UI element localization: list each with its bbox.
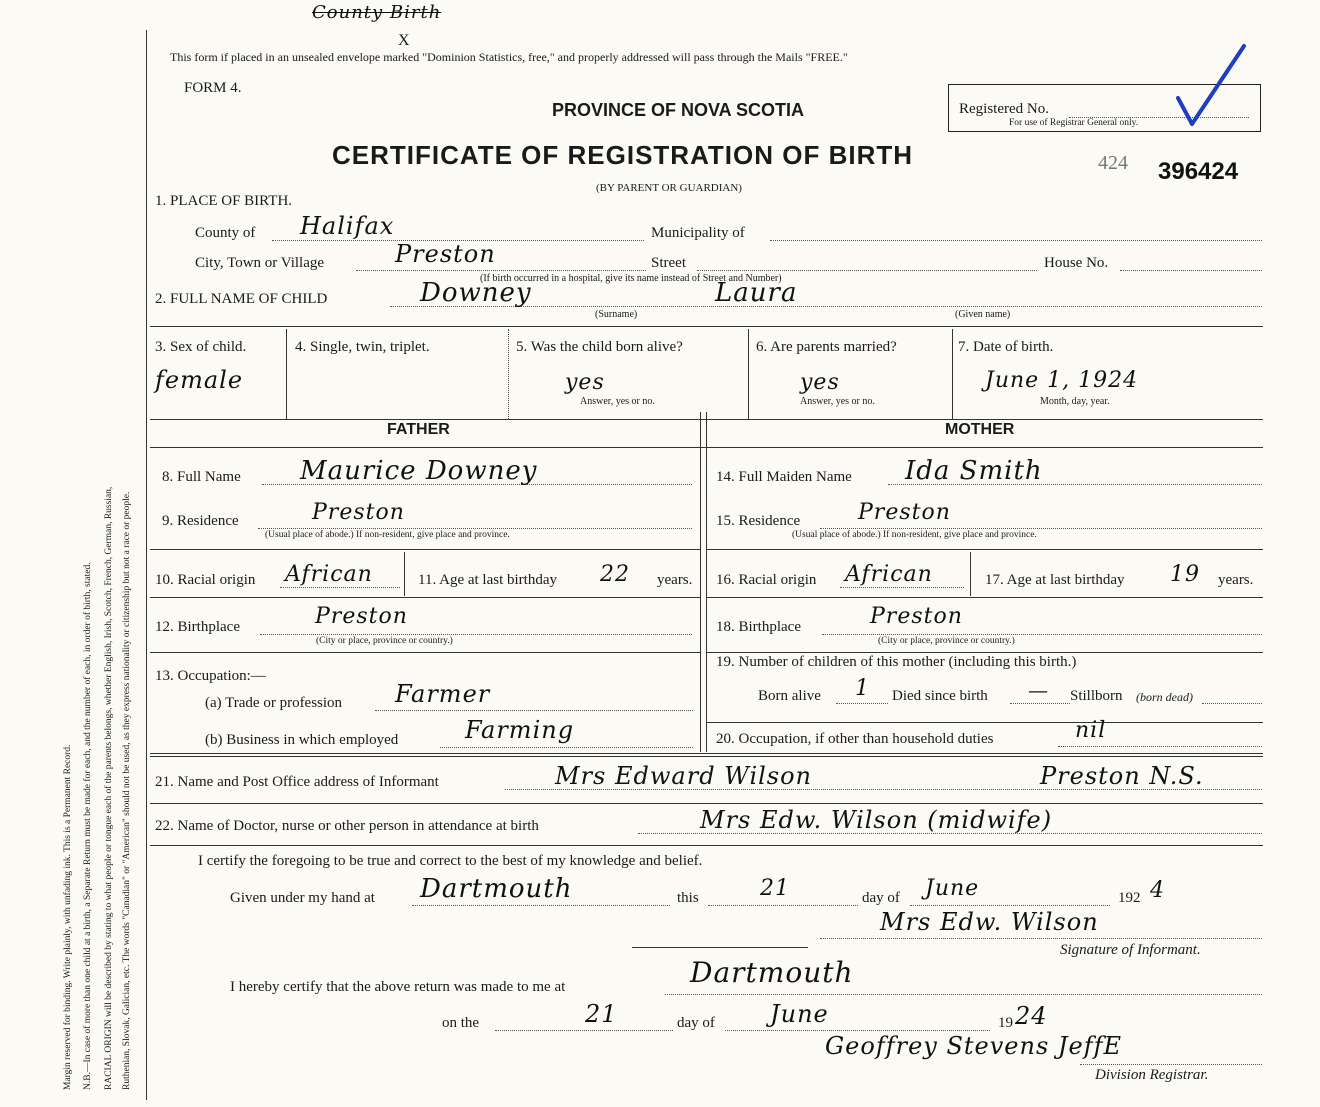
mother-occupation-label: 20. Occupation, if other than household duties <box>716 731 994 747</box>
mother-race-label: 16. Racial origin <box>716 572 817 588</box>
registrar-signature: Geoffrey Stevens JeffE <box>825 1032 1123 1060</box>
informant-signature-caption: Signature of Informant. <box>1060 942 1201 958</box>
informant-signature: Mrs Edw. Wilson <box>880 908 1099 936</box>
father-race-value: African <box>285 562 373 587</box>
city-label: City, Town or Village <box>195 255 325 271</box>
cert-day-of-label: day of <box>862 890 900 906</box>
stillborn-label: Stillborn <box>1070 688 1123 704</box>
married-value: yes <box>800 370 840 395</box>
county-birth-note: County Birth <box>312 2 442 23</box>
margin-text-2: N.B.—In case of more than one child at a birth, a Separate Return must be made for each, and the number of each, in order of birth, stated. <box>83 562 93 1090</box>
father-age-value: 22 <box>600 562 630 587</box>
registrar-day-of-label: day of <box>677 1015 715 1031</box>
informant-address-value: Preston N.S. <box>1040 762 1204 790</box>
given-under-label: Given under my hand at <box>230 890 375 906</box>
mother-birthplace-label: 18. Birthplace <box>716 619 801 635</box>
municipality-label: Municipality of <box>651 225 745 241</box>
father-name-value: Maurice Downey <box>300 456 538 486</box>
trade-label: (a) Trade or profession <box>205 695 343 711</box>
father-birthplace-value: Preston <box>315 604 408 629</box>
trade-value: Farmer <box>395 680 491 708</box>
children-count-label: 19. Number of children of this mother (including this birth.) <box>716 654 1077 670</box>
registered-label: Registered No. <box>959 101 1049 117</box>
certificate-title: CERTIFICATE OF REGISTRATION OF BIRTH <box>332 140 914 170</box>
stillborn-caption: (born dead) <box>1136 690 1193 704</box>
mother-residence-caption: (Usual place of abode.) If non-resident, give place and province. <box>792 530 1037 540</box>
doctor-value: Mrs Edw. Wilson (midwife) <box>700 806 1053 834</box>
father-age-unit: years. <box>657 572 693 588</box>
certify-statement: I certify the foregoing to be true and correct to the best of my knowledge and belief. <box>198 853 703 869</box>
sex-value: female <box>155 366 244 394</box>
margin-text-3: RACIAL ORIGIN will be described by stating to what people or tongue each of the parents belongs, whether English, Irish, Scotch, French, German, Russian, <box>104 486 114 1090</box>
informant-label: 21. Name and Post Office address of Informant <box>155 774 439 790</box>
registrar-signature-caption: Division Registrar. <box>1095 1067 1209 1083</box>
plurality-label: 4. Single, twin, triplet. <box>295 339 430 355</box>
business-label: (b) Business in which employed <box>205 732 399 748</box>
county-value: Halifax <box>300 212 395 240</box>
born-alive-value: 1 <box>855 676 870 701</box>
father-birthplace-caption: (City or place, province or country.) <box>316 636 453 646</box>
father-birthplace-label: 12. Birthplace <box>155 619 240 635</box>
dob-value: June 1, 1924 <box>985 368 1139 393</box>
mother-name-value: Ida Smith <box>905 456 1043 486</box>
cert-year-prefix: 192 <box>1118 890 1141 906</box>
on-the-label: on the <box>442 1015 480 1031</box>
child-surname: Downey <box>420 278 532 308</box>
father-residence-value: Preston <box>312 500 405 525</box>
county-label: County of <box>195 225 256 241</box>
father-heading: FATHER <box>387 421 450 438</box>
form-number: FORM 4. <box>184 80 242 96</box>
registrar-year-value: 24 <box>1015 1002 1048 1030</box>
mother-race-value: African <box>845 562 933 587</box>
surname-caption: (Surname) <box>595 309 638 320</box>
stamp-small: 424 <box>1098 152 1128 174</box>
married-label: 6. Are parents married? <box>756 339 897 355</box>
cert-month-value: June <box>925 876 980 901</box>
mother-occupation-value: nil <box>1075 718 1107 743</box>
mother-birthplace-caption: (City or place, province or country.) <box>878 636 1015 646</box>
street-label: Street <box>651 255 686 271</box>
died-since-birth-label: Died since birth <box>892 688 988 704</box>
binding-margin-line <box>146 30 147 1100</box>
died-since-birth-value: — <box>1028 678 1049 702</box>
cert-year-value: 4 <box>1150 878 1165 903</box>
mother-residence-value: Preston <box>858 500 951 525</box>
registrar-note: For use of Registrar General only. <box>1009 118 1139 128</box>
province-heading: PROVINCE OF NOVA SCOTIA <box>552 100 805 120</box>
cert-day-value: 21 <box>760 876 790 901</box>
informant-name-value: Mrs Edward Wilson <box>555 762 813 790</box>
registration-number: 396424 <box>1158 158 1239 185</box>
mother-age-unit: years. <box>1218 572 1254 588</box>
this-label: this <box>677 890 699 906</box>
father-race-label: 10. Racial origin <box>155 572 256 588</box>
certificate-subtitle: (BY PARENT OR GUARDIAN) <box>596 182 742 194</box>
sex-label: 3. Sex of child. <box>155 339 247 355</box>
given-caption: (Given name) <box>955 309 1011 320</box>
place-heading: 1. PLACE OF BIRTH. <box>155 193 293 209</box>
mother-birthplace-value: Preston <box>870 604 963 629</box>
dob-label: 7. Date of birth. <box>958 339 1054 355</box>
registrar-year-prefix: 19 <box>998 1015 1013 1031</box>
alive-caption: Answer, yes or no. <box>580 396 655 407</box>
father-residence-label: 9. Residence <box>162 513 239 529</box>
mother-age-label: 17. Age at last birthday <box>985 572 1125 588</box>
registrar-statement: I hereby certify that the above return was made to me at <box>230 979 566 995</box>
registrar-month-value: June <box>770 1000 829 1028</box>
born-alive-label: Born alive <box>758 688 821 704</box>
mother-residence-label: 15. Residence <box>716 513 801 529</box>
top-mark: X <box>398 32 410 49</box>
alive-label: 5. Was the child born alive? <box>516 339 683 355</box>
occupation-label: 13. Occupation:— <box>155 668 266 684</box>
dob-caption: Month, day, year. <box>1040 396 1110 407</box>
margin-text-4: Ruthenian, Slovak, Galician, etc. The words "Canadian" or "American" should not be used, as they express nationality or citizenship but not a race or people. <box>122 491 132 1090</box>
mother-heading: MOTHER <box>945 421 1015 438</box>
registrar-place-value: Dartmouth <box>690 956 854 989</box>
child-name-label: 2. FULL NAME OF CHILD <box>155 291 328 307</box>
father-name-label: 8. Full Name <box>162 469 241 485</box>
child-given-name: Laura <box>715 278 798 308</box>
married-caption: Answer, yes or no. <box>800 396 875 407</box>
alive-value: yes <box>565 370 605 395</box>
city-value: Preston <box>395 240 496 268</box>
house-no-label: House No. <box>1044 255 1109 271</box>
hospital-note: (If birth occurred in a hospital, give its name instead of Street and Number) <box>480 273 782 284</box>
business-value: Farming <box>465 716 575 744</box>
father-residence-caption: (Usual place of abode.) If non-resident, give place and province. <box>265 530 510 540</box>
given-place-value: Dartmouth <box>420 874 573 904</box>
mail-notice: This form if placed in an unsealed envelope marked "Dominion Statistics, free," and properly addressed will pass through the Mails "FREE." <box>170 50 848 64</box>
checkmark-icon <box>1170 40 1250 130</box>
mother-name-label: 14. Full Maiden Name <box>716 469 852 485</box>
registrar-day-value: 21 <box>585 1000 618 1028</box>
margin-text-1: Margin reserved for binding. Write plainly, with unfading ink. This is a Permanent Record. <box>63 744 73 1090</box>
doctor-label: 22. Name of Doctor, nurse or other person in attendance at birth <box>155 818 539 834</box>
mother-age-value: 19 <box>1170 562 1200 587</box>
father-age-label: 11. Age at last birthday <box>418 572 557 588</box>
